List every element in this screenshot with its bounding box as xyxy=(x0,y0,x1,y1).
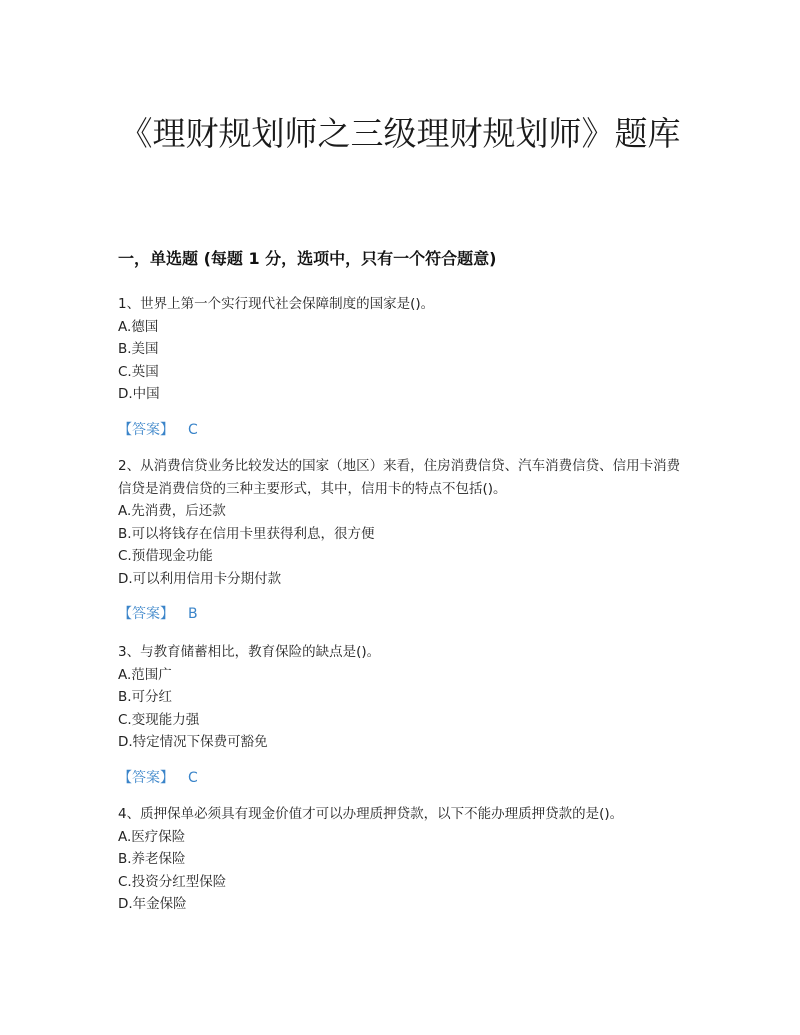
option-d: D.可以利用信用卡分期付款 xyxy=(118,570,282,587)
answer-label: 【答案】 xyxy=(118,769,174,786)
option-b: B.养老保险 xyxy=(118,851,186,867)
question-4 xyxy=(118,803,688,916)
option-b: B.可以将钱存在信用卡里获得利息，很方便 xyxy=(118,525,375,542)
answer-label: 【答案】 xyxy=(118,606,174,622)
question-text: 1、世界上第一个实行现代社会保障制度的国家是()。 xyxy=(118,296,435,312)
question-1 xyxy=(118,293,688,440)
answer-label: 【答案】 xyxy=(118,421,174,438)
answer-line xyxy=(118,420,688,440)
question-2 xyxy=(118,455,688,624)
answer-value: C xyxy=(188,769,198,786)
document-title: 《理财规划师之三级理财规划师》题库 xyxy=(119,114,681,153)
option-a: A.医疗保险 xyxy=(118,828,186,845)
option-a: A.先消费，后还款 xyxy=(118,503,226,519)
option-d: D.特定情况下保费可豁免 xyxy=(118,734,268,750)
option-b: B.可分红 xyxy=(118,689,173,705)
question-3 xyxy=(118,641,688,788)
section-heading: 一，单选题 (每题 1 分，选项中，只有一个符合题意) xyxy=(118,249,497,268)
option-c: C.变现能力强 xyxy=(118,711,200,728)
option-c: C.投资分红型保险 xyxy=(118,873,227,890)
question-text: 4、质押保单必须具有现金价值才可以办理质押贷款，以下不能办理质押贷款的是()。 xyxy=(118,806,624,822)
option-b: B.美国 xyxy=(118,341,159,357)
question-text: 3、与教育储蓄相比，教育保险的缺点是()。 xyxy=(118,644,381,660)
option-c: C.预借现金功能 xyxy=(118,548,213,564)
option-c: C.英国 xyxy=(118,363,159,380)
option-d: D.中国 xyxy=(118,386,160,402)
answer-value: B xyxy=(188,606,198,622)
option-a: A.德国 xyxy=(118,318,159,335)
answer-value: C xyxy=(188,421,198,438)
answer-line xyxy=(118,768,688,788)
option-a: A.范围广 xyxy=(118,666,172,683)
option-d: D.年金保险 xyxy=(118,896,187,912)
question-text: 2、从消费信贷业务比较发达的国家（地区）来看，住房消费信贷、汽车消费信贷、信用卡消费信贷是消费信贷的三种主要形式，其中，信用卡的特点不包括()。 xyxy=(118,458,681,497)
answer-line xyxy=(118,604,688,624)
